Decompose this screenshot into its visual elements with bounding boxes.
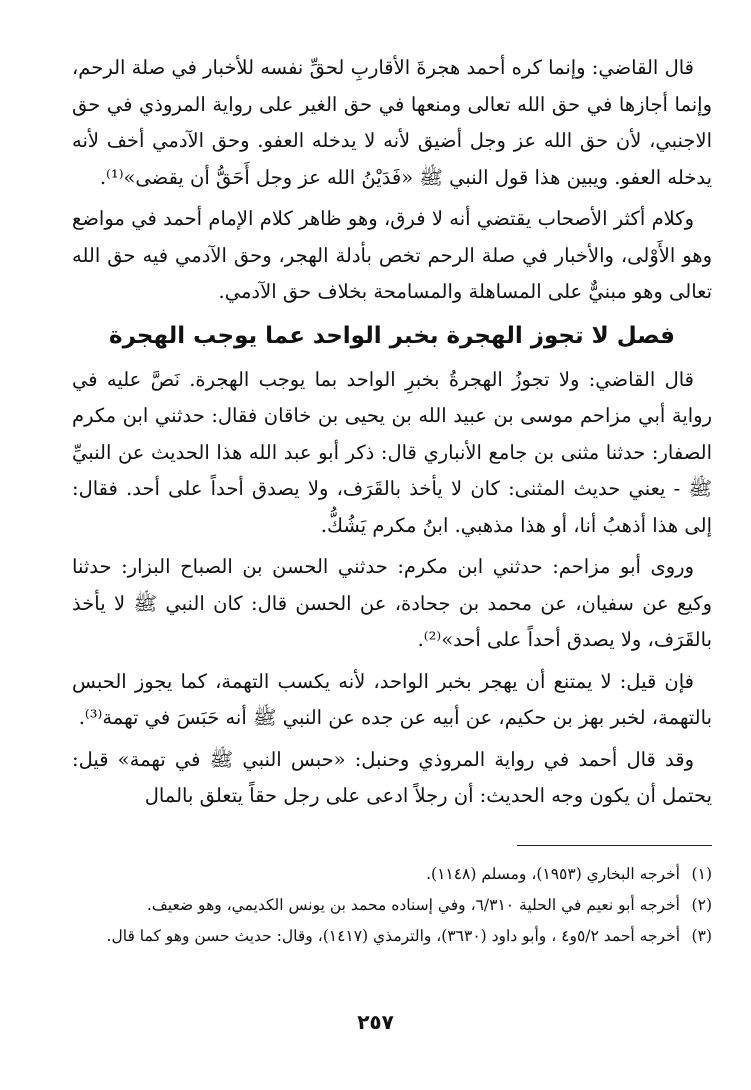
footnote-1: [72, 860, 712, 889]
page-number: ٢٥٧: [357, 1010, 394, 1034]
footnote-number: (٢): [691, 896, 712, 914]
footnote-3: [72, 922, 712, 951]
footnote-text: أخرجه البخاري (١٩٥٣)، ومسلم (١١٤٨).: [426, 865, 680, 883]
footnotes: [72, 860, 712, 953]
footnote-2: [72, 891, 712, 920]
paragraph-6: وقد قال أحمد في رواية المروذي وحنبل: «حبس النبي ﷺ في تهمة» قيل: يحتمل أن يكون وجه الحديث: أن رجلاً ادعى على رجل حقاً يتعلق بالمال: [72, 747, 712, 807]
footnote-separator-wrap: [72, 845, 712, 846]
footnote-separator: [517, 845, 712, 846]
footnote-text: أخرجه أبو نعيم في الحلية ٦/٣١٠، وفي إسناده محمد بن يونس الكديمي، وهو ضعيف.: [146, 896, 680, 914]
paragraph-4: وروى أبو مزاحم: حدثني ابن مكرم: حدثني الحسن بن الصباح البزار: حدثنا وكيع عن سفيان، عن محمد بن جحادة، عن الحسن قال: كان النبي ﷺ لا يأخذ بالقَرَف، ولا يصدق أحداً على أحد»⁽²⁾.: [72, 555, 712, 651]
paragraph-2: وكلام أكثر الأصحاب يقتضي أنه لا فرق، وهو ظاهر كلام الإمام أحمد في مواضع وهو الأَوْلى، والأخبار في صلة الرحم تخص بأدلة الهجر، وحق الآدمي فيه حق الله تعالى وهو مبنيٌّ على المساهلة والمسامحة بخلاف حق الآدمي.: [72, 207, 712, 303]
paragraph-1: قال القاضي: وإنما كره أحمد هجرةَ الأقاربِ لحقِّ نفسه للأخبار في صلة الرحم، وإنما أجازها في حق الله تعالى ومنعها في حق الغير على رواية المروذي في حق الاجنبي، لأن حق الله عز وجل أضيق لأنه لا يدخله العفو. وحق الآدمي أخف لأنه يدخله العفو. ويبين هذا قول النبي ﷺ «فَدَيْنُ الله عز وجل أَحَقُّ أن يقضى»⁽¹⁾.: [72, 56, 712, 189]
section-heading: فصل لا تجوز الهجرة بخبر الواحد عما يوجب الهجرة: [109, 322, 675, 349]
paragraph-3: قال القاضي: ولا تجوزُ الهجرةُ بخبرِ الواحد بما يوجب الهجرة. نَصَّ عليه في رواية أبي مزاحم موسى بن عبيد الله بن يحيى بن خاقان فقال: حدثني ابن مكرم الصفار: حدثنا مثنى بن جامع الأنباري قال: ذكر أبو عبد الله هذا الحديث عن النبيِّ ﷺ - يعني حديث المثنى: كان لا يأخذ بالقَرَف، ولا يصدق أحداً على أحد. فقال: إلى هذا أذهبُ أنا، أو هذا مذهبي. ابنُ مكرم يَشُكُّ.: [72, 367, 712, 537]
footnote-text: أخرجه أحمد ٥/٢و٤ ، وأبو داود (٣٦٣٠)، والترمذي (١٤١٧)، وقال: حديث حسن وهو كما قال.: [106, 927, 680, 945]
footnote-number: (١): [691, 865, 712, 883]
paragraph-5: فإن قيل: لا يمتنع أن يهجر بخبر الواحد، لأنه يكسب التهمة، كما يجوز الحبس بالتهمة، لخبر بهز بن حكيم، عن أبيه عن جده عن النبي ﷺ أنه حَبَسَ في تهمة⁽³⁾.: [72, 669, 712, 729]
footnote-number: (٣): [691, 927, 712, 945]
page-body: [72, 50, 712, 820]
